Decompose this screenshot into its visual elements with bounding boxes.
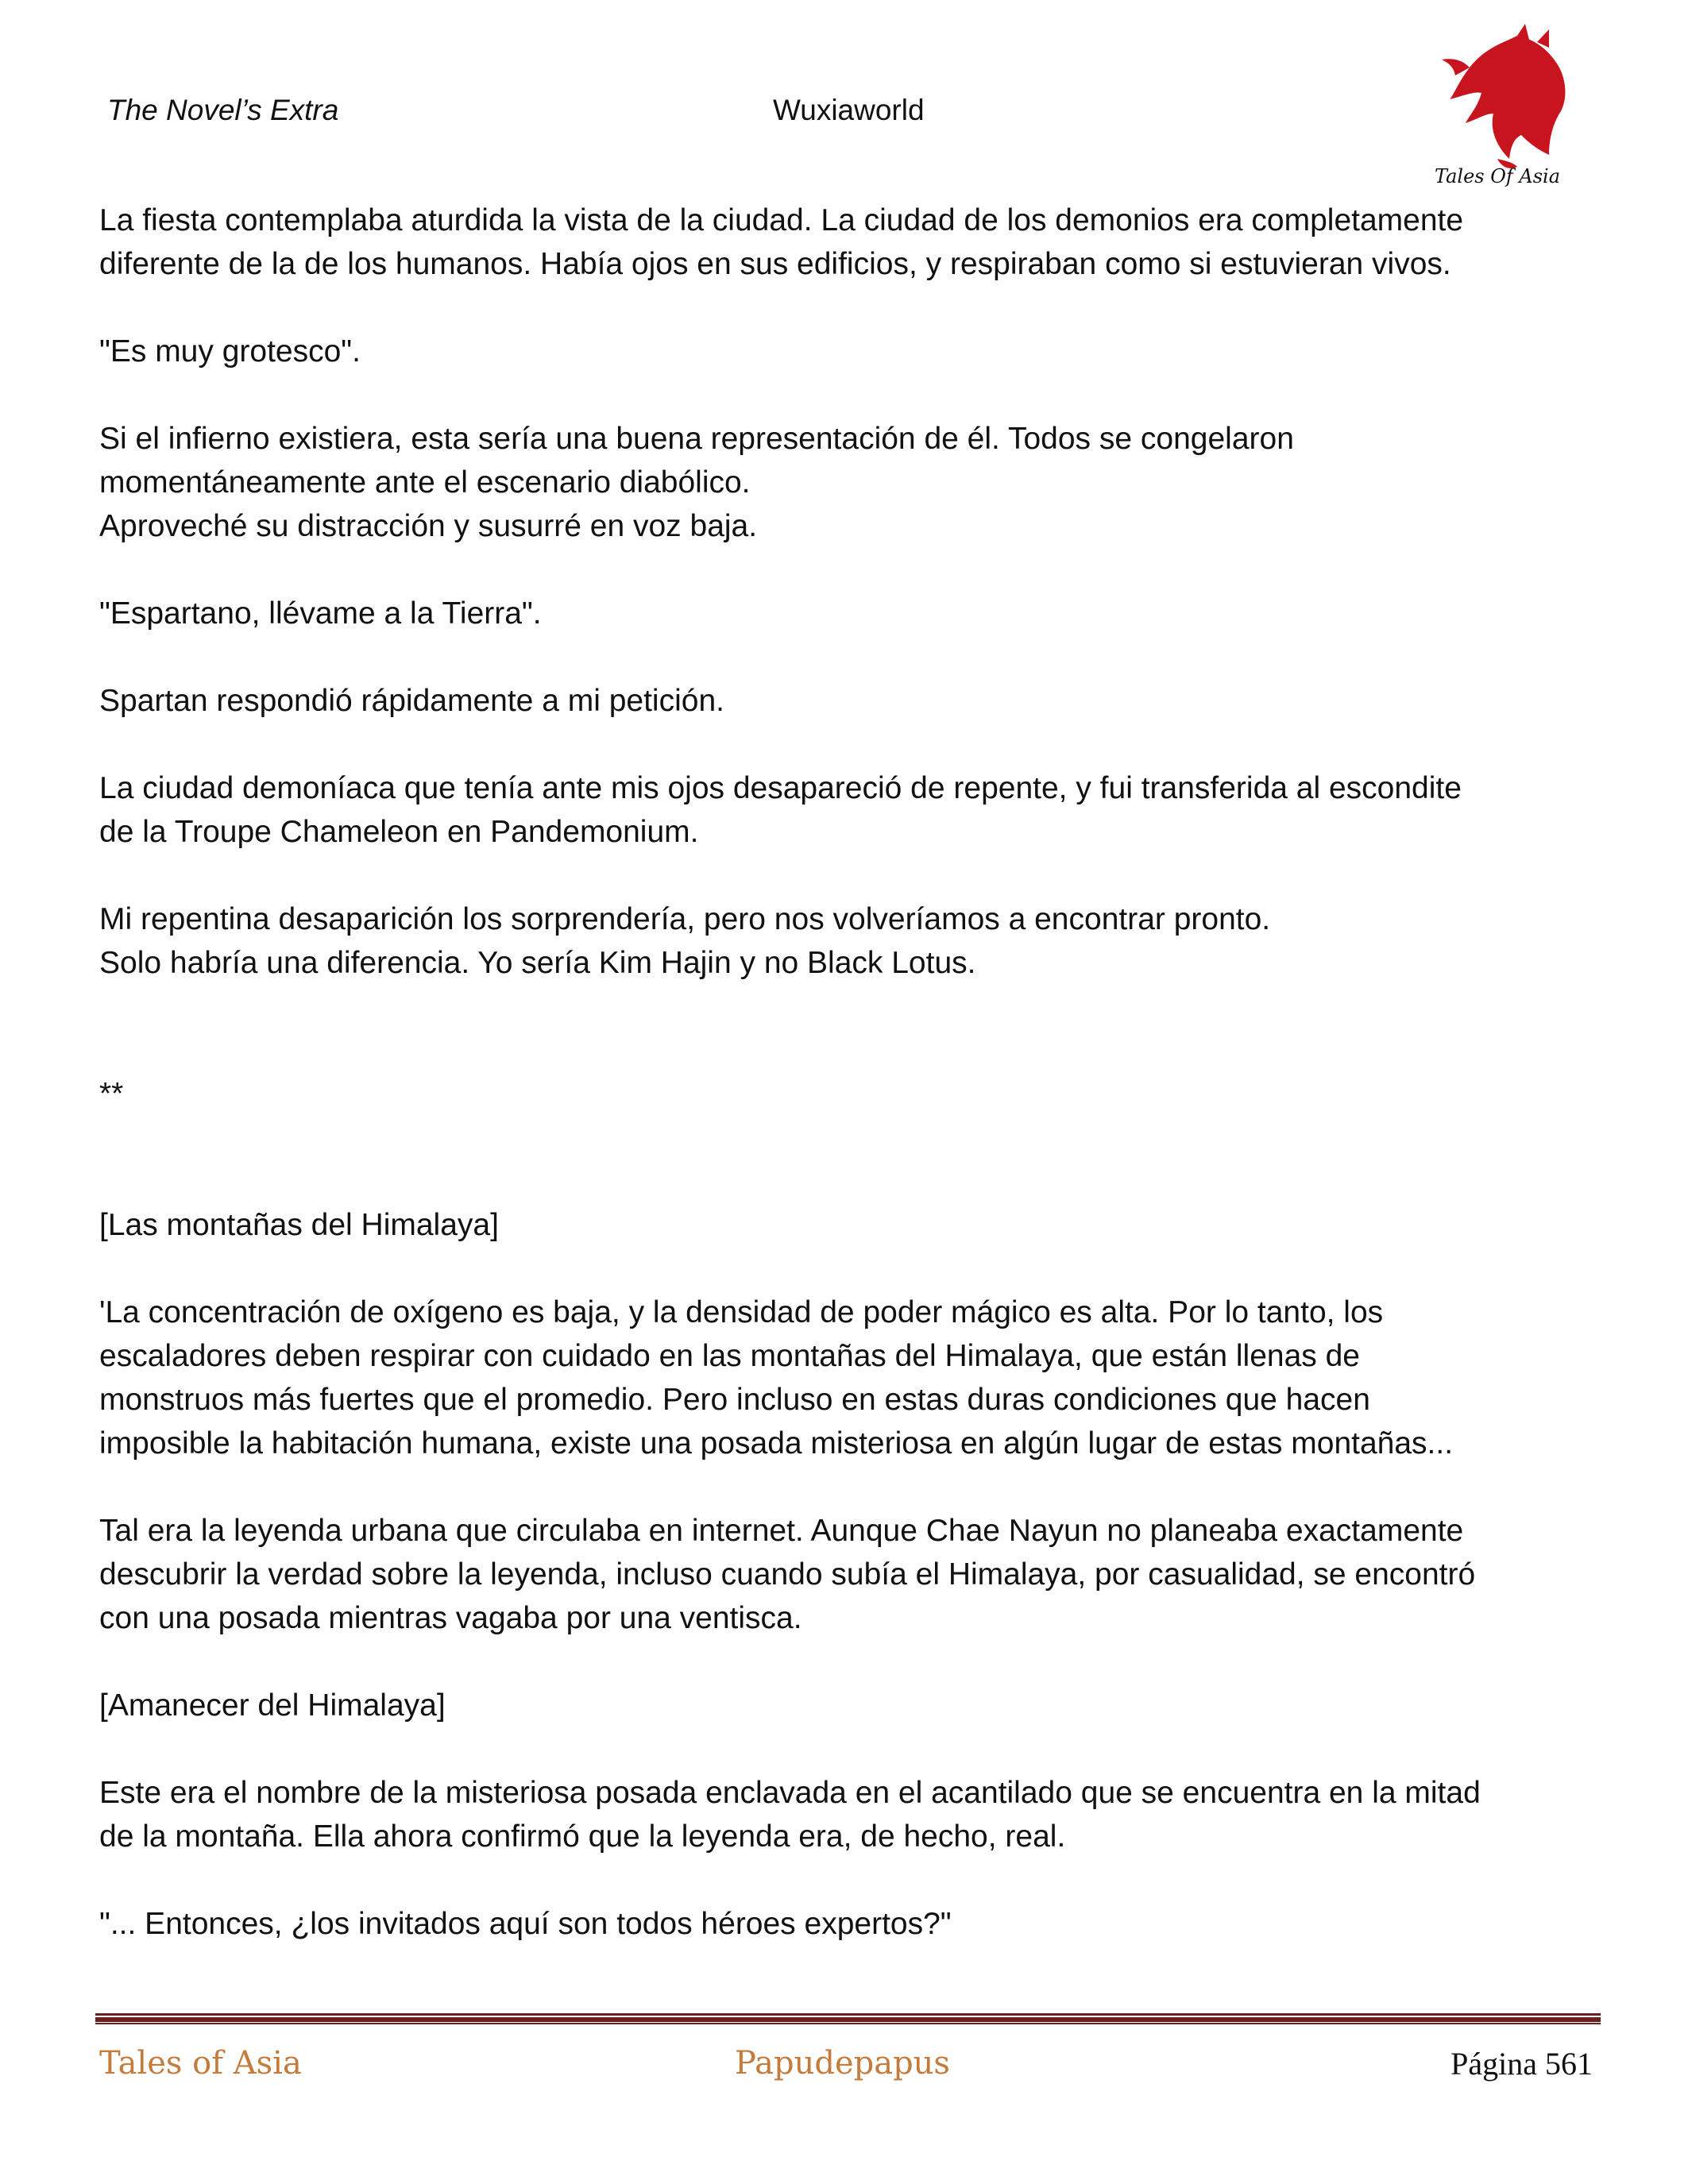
- paragraph: Spartan respondió rápidamente a mi petición.: [99, 684, 724, 718]
- tales-of-asia-logo: [1422, 20, 1573, 191]
- page-number: Página 561: [1450, 2046, 1593, 2082]
- header-site-name: Wuxiaworld: [773, 94, 925, 126]
- paragraph: La ciudad demoníaca que tenía ante mis ojos desapareció de repente, y fui transferida al escondite de la Troupe Chameleon en Pandemonium.: [99, 771, 1462, 849]
- scene-break: **: [99, 1077, 124, 1111]
- red-dragon-icon: [1442, 24, 1565, 168]
- paragraph: [Las montañas del Himalaya]: [99, 1208, 499, 1242]
- paragraph: Mi repentina desaparición los sorprendería, pero nos volveríamos a encontrar pronto. Solo habría una diferencia. Yo sería Kim Hajin y no Black Lotus.: [99, 902, 1271, 980]
- paragraph: La fiesta contemplaba aturdida la vista de la ciudad. La ciudad de los demonios era completamente diferente de la de los humanos. Había ojos en sus edificios, y respiraban como si estuvieran vivos.: [99, 203, 1464, 281]
- paragraph: 'La concentración de oxígeno es baja, y la densidad de poder mágico es alta. Por lo tanto, los escaladores deben respirar con cuidado en las montañas del Himalaya, que están llenas de monstruos más fuertes que el promedio. Pero incluso en estas duras condiciones que hacen imposible la habitación humana, existe una posada misteriosa en algún lugar de estas montañas...: [99, 1295, 1454, 1461]
- footer-translator: Papudepapus: [735, 2045, 950, 2082]
- paragraph: Este era el nombre de la misteriosa posada enclavada en el acantilado que se encuentra en la mitad de la montaña. Ella ahora confirmó que la leyenda era, de hecho, real.: [99, 1776, 1481, 1854]
- paragraph: Si el infierno existiera, esta sería una buena representación de él. Todos se congelaron momentáneamente ante el escenario diabólico. Aproveché su distracción y susurré en voz baja.: [99, 422, 1294, 543]
- footer-publisher: Tales of Asia: [99, 2045, 302, 2082]
- paragraph: Tal era la leyenda urbana que circulaba en internet. Aunque Chae Nayun no planeaba exactamente descubrir la verdad sobre la leyenda, incluso cuando subía el Himalaya, por casualidad, se encontró con una posada mientras vagaba por una ventisca.: [99, 1514, 1476, 1635]
- page-body: [99, 199, 1593, 1946]
- paragraph: "Espartano, llévame a la Tierra".: [99, 596, 542, 631]
- footer-divider: [95, 2013, 1601, 2024]
- paragraph: "Es muy grotesco".: [99, 334, 361, 369]
- header-book-title: The Novel’s Extra: [107, 94, 339, 126]
- paragraph: [Amanecer del Himalaya]: [99, 1688, 446, 1723]
- paragraph: "... Entonces, ¿los invitados aquí son todos héroes expertos?": [99, 1907, 952, 1941]
- logo-text: Tales Of Asia: [1434, 165, 1561, 187]
